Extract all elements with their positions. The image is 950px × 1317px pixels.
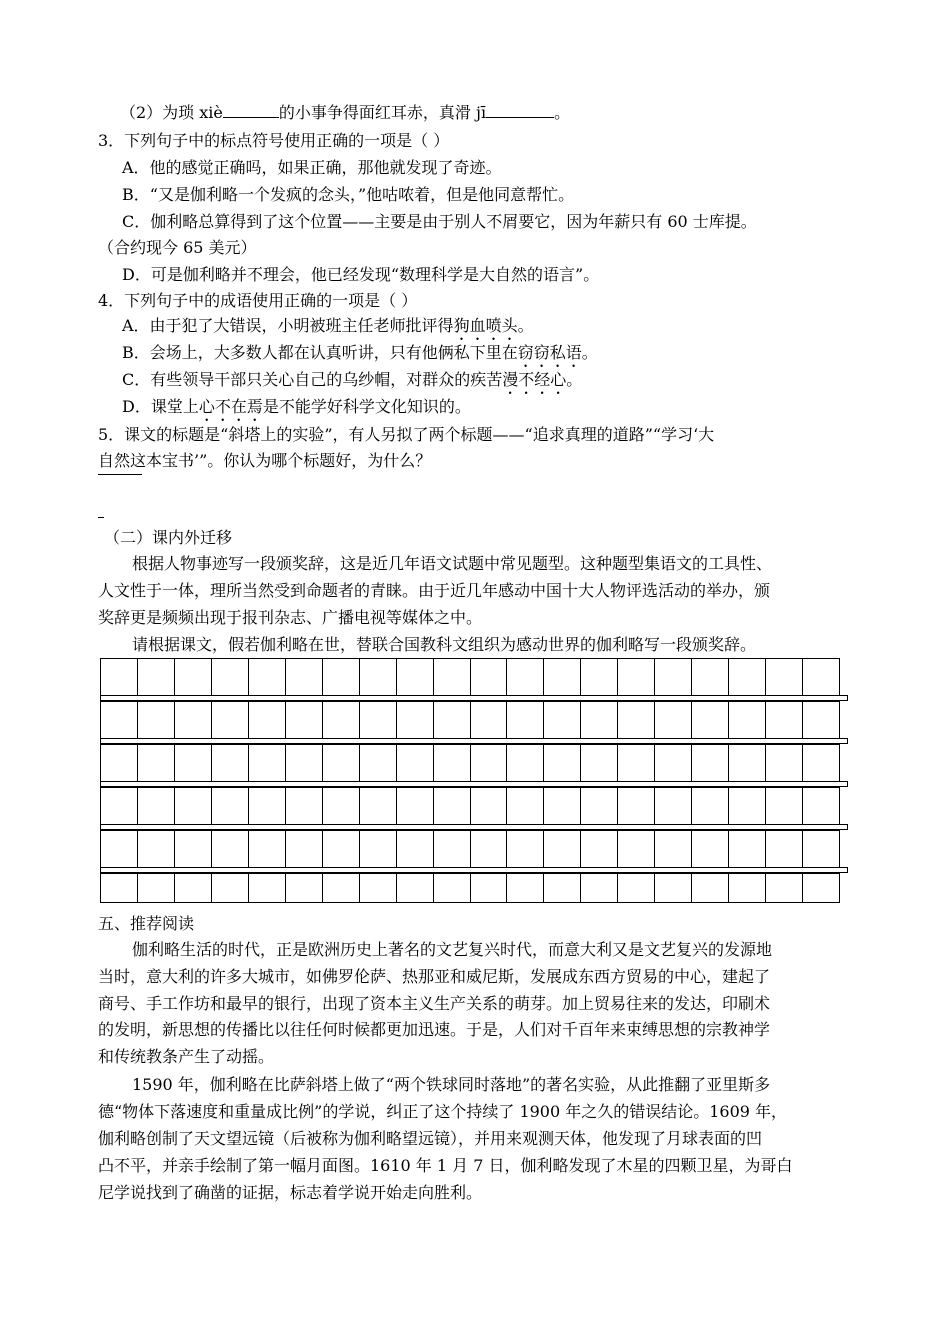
- grid-cell[interactable]: [581, 788, 618, 824]
- grid-cell[interactable]: [471, 874, 508, 902]
- q4-a-end: 。: [517, 316, 534, 335]
- grid-cell[interactable]: [212, 831, 249, 867]
- grid-cell[interactable]: [766, 874, 803, 902]
- grid-cell[interactable]: [101, 745, 138, 781]
- grid-cell[interactable]: [101, 659, 138, 695]
- section-2-instruction: 请根据课文，假若伽利略在世，替联合国教科文组织为感动世界的伽利略写一段颁奖辞。: [132, 635, 757, 654]
- grid-cell[interactable]: [323, 874, 360, 902]
- grid-cell[interactable]: [249, 874, 286, 902]
- grid-cell[interactable]: [655, 659, 692, 695]
- grid-cell[interactable]: [729, 874, 766, 902]
- grid-cell[interactable]: [286, 659, 323, 695]
- grid-cell[interactable]: [101, 702, 138, 738]
- q4-option-c: [122, 369, 582, 398]
- grid-cell[interactable]: [397, 659, 434, 695]
- reading-para2-line5: 尼学说找到了确凿的证据，标志着学说开始走向胜利。: [98, 1183, 483, 1202]
- grid-cell[interactable]: [360, 831, 397, 867]
- grid-cell[interactable]: [249, 702, 286, 738]
- grid-cell[interactable]: [729, 831, 766, 867]
- grid-cell[interactable]: [471, 659, 508, 695]
- grid-cell[interactable]: [323, 788, 360, 824]
- q4-c-idiom: 漫不经心: [502, 370, 567, 389]
- grid-cell[interactable]: [544, 745, 581, 781]
- q3-stem: 3．下列句子中的标点符号使用正确的一项是（ ）: [98, 131, 450, 150]
- q4-a-text: A．由于犯了大错误，小明被班主任老师批评得: [122, 316, 454, 335]
- q2-suffix: 。: [554, 103, 571, 122]
- grid-cell[interactable]: [655, 745, 692, 781]
- grid-cell[interactable]: [471, 745, 508, 781]
- q3-option-c: C．伽利略总算得到了这个位置——主要是由于别人不屑要它，因为年薪只有 60 士库提。: [122, 212, 757, 231]
- grid-cell[interactable]: [212, 702, 249, 738]
- q4-option-d: [122, 396, 471, 425]
- grid-cell[interactable]: [803, 745, 840, 781]
- grid-cell[interactable]: [507, 659, 544, 695]
- q4-d-idiom: 心不在焉: [198, 397, 263, 416]
- grid-cell[interactable]: [766, 788, 803, 824]
- grid-cell[interactable]: [138, 702, 175, 738]
- grid-cell[interactable]: [175, 745, 212, 781]
- grid-cell[interactable]: [544, 874, 581, 902]
- grid-cell[interactable]: [618, 874, 655, 902]
- grid-cell[interactable]: [249, 745, 286, 781]
- q2-prefix: （2）为琐 xiè: [120, 103, 223, 122]
- reading-para1-line3: 商号、手工作坊和最早的银行，出现了资本主义生产关系的萌芽。加上贸易往来的发达，印刷术: [98, 994, 771, 1013]
- q4-c-text: C．有些领导干部只关心自己的乌纱帽，对群众的疾苦: [122, 370, 503, 389]
- grid-cell[interactable]: [286, 788, 323, 824]
- grid-cell[interactable]: [212, 874, 249, 902]
- grid-cell[interactable]: [655, 831, 692, 867]
- grid-cell[interactable]: [507, 745, 544, 781]
- grid-cell[interactable]: [471, 702, 508, 738]
- grid-row[interactable]: [100, 658, 840, 696]
- grid-cell[interactable]: [729, 745, 766, 781]
- grid-cell[interactable]: [729, 788, 766, 824]
- reading-para1-line2: 当时，意大利的许多大城市，如佛罗伦萨、热那亚和威尼斯，发展成东西方贸易的中心，建起了: [98, 967, 771, 986]
- grid-cell[interactable]: [507, 874, 544, 902]
- grid-row[interactable]: [100, 830, 840, 868]
- grid-cell[interactable]: [803, 702, 840, 738]
- grid-cell[interactable]: [729, 659, 766, 695]
- q4-option-b: [122, 342, 598, 371]
- grid-row[interactable]: [100, 744, 840, 782]
- q3-option-d: D．可是伽利略并不理会，他已经发现“数理科学是大自然的语言”。: [122, 265, 600, 284]
- grid-cell[interactable]: [692, 831, 729, 867]
- reading-para1-line4: 的发明，新思想的传播比以往任何时候都更加迅速。于是，人们对千百年来束缚思想的宗教神学: [98, 1020, 771, 1039]
- grid-cell[interactable]: [581, 702, 618, 738]
- grid-cell[interactable]: [175, 788, 212, 824]
- grid-cell[interactable]: [803, 659, 840, 695]
- q2-middle: 的小事争得面红耳赤，真滑 jī: [278, 103, 487, 122]
- grid-cell[interactable]: [655, 874, 692, 902]
- grid-cell[interactable]: [544, 702, 581, 738]
- grid-cell[interactable]: [544, 788, 581, 824]
- grid-cell[interactable]: [507, 788, 544, 824]
- grid-cell[interactable]: [692, 659, 729, 695]
- section-5-title: 五、推荐阅读: [98, 914, 195, 933]
- reading-para2-line4: 凸不平，并亲手绘制了第一幅月面图。1610 年 1 月 7 日，伽利略发现了木星的四颗卫星，为哥白: [98, 1156, 793, 1175]
- q2-part2-line: [120, 102, 570, 124]
- grid-cell[interactable]: [138, 659, 175, 695]
- grid-cell[interactable]: [581, 745, 618, 781]
- grid-cell[interactable]: [175, 831, 212, 867]
- q4-b-end: 。: [581, 343, 598, 362]
- grid-cell[interactable]: [581, 831, 618, 867]
- grid-cell[interactable]: [692, 874, 729, 902]
- grid-cell[interactable]: [471, 788, 508, 824]
- grid-cell[interactable]: [618, 745, 655, 781]
- section-2-title: （二）课内外迁移: [104, 528, 233, 547]
- q4-b-idiom: 窃窃私语: [517, 343, 582, 362]
- q3-option-b: B．“又是伽利略一个发疯的念头，”他咕哝着，但是他同意帮忙。: [122, 185, 575, 204]
- q5-line-1: 5．课文的标题是“斜塔上的实验”，有人另拟了两个标题——“追求真理的道路”“学习‘大: [98, 425, 715, 444]
- reading-para1-line1: 伽利略生活的时代，正是欧洲历史上著名的文艺复兴时代，而意大利又是文艺复兴的发源地: [132, 940, 773, 959]
- grid-cell[interactable]: [397, 702, 434, 738]
- grid-cell[interactable]: [471, 831, 508, 867]
- grid-cell[interactable]: [212, 745, 249, 781]
- q4-a-idiom: 狗血喷头: [453, 316, 518, 335]
- q4-d-end: 是不能学好科学文化知识的。: [262, 397, 471, 416]
- grid-cell[interactable]: [581, 874, 618, 902]
- grid-cell[interactable]: [434, 659, 471, 695]
- grid-cell[interactable]: [212, 788, 249, 824]
- grid-cell[interactable]: [655, 702, 692, 738]
- grid-cell[interactable]: [507, 702, 544, 738]
- grid-cell[interactable]: [655, 788, 692, 824]
- grid-cell[interactable]: [581, 659, 618, 695]
- grid-cell[interactable]: [434, 831, 471, 867]
- grid-cell[interactable]: [249, 831, 286, 867]
- grid-cell[interactable]: [692, 745, 729, 781]
- q4-stem: 4．下列句子中的成语使用正确的一项是（ ）: [98, 291, 418, 310]
- q2-blank-1[interactable]: [223, 102, 279, 118]
- grid-cell[interactable]: [323, 702, 360, 738]
- grid-cell[interactable]: [323, 745, 360, 781]
- grid-cell[interactable]: [507, 831, 544, 867]
- q3-option-a: A．他的感觉正确吗，如果正确，那他就发现了奇迹。: [122, 158, 502, 177]
- grid-cell[interactable]: [434, 702, 471, 738]
- answer-line-short[interactable]: [98, 474, 142, 475]
- grid-cell[interactable]: [175, 659, 212, 695]
- answer-line-mark: [98, 517, 104, 518]
- grid-cell[interactable]: [618, 702, 655, 738]
- grid-cell[interactable]: [729, 702, 766, 738]
- grid-cell[interactable]: [249, 659, 286, 695]
- grid-row[interactable]: [100, 873, 840, 903]
- grid-cell[interactable]: [544, 659, 581, 695]
- section-2-para-line-2: 人文性于一体，理所当然受到命题者的青睐。由于近几年感动中国十大人物评选活动的举办，颁: [98, 581, 771, 600]
- grid-cell[interactable]: [360, 659, 397, 695]
- writing-grid[interactable]: [100, 658, 848, 902]
- grid-cell[interactable]: [803, 874, 840, 902]
- section-2-para-line-1: 根据人物事迹写一段颁奖辞，这是近几年语文试题中常见题型。这种题型集语文的工具性、: [132, 554, 773, 573]
- grid-cell[interactable]: [175, 702, 212, 738]
- grid-cell[interactable]: [360, 788, 397, 824]
- grid-cell[interactable]: [397, 831, 434, 867]
- grid-cell[interactable]: [138, 788, 175, 824]
- grid-cell[interactable]: [434, 874, 471, 902]
- grid-cell[interactable]: [766, 745, 803, 781]
- grid-cell[interactable]: [766, 659, 803, 695]
- grid-cell[interactable]: [692, 788, 729, 824]
- section-2-para-line-3: 奖辞更是频频出现于报刊杂志、广播电视等媒体之中。: [98, 608, 483, 627]
- q4-d-text: D．课堂上: [122, 397, 199, 416]
- grid-cell[interactable]: [101, 831, 138, 867]
- q3-option-c-cont: （合约现今 65 美元）: [98, 238, 257, 257]
- grid-cell[interactable]: [397, 788, 434, 824]
- grid-cell[interactable]: [434, 745, 471, 781]
- grid-cell[interactable]: [397, 745, 434, 781]
- grid-cell[interactable]: [397, 874, 434, 902]
- grid-cell[interactable]: [323, 659, 360, 695]
- grid-cell[interactable]: [766, 831, 803, 867]
- grid-cell[interactable]: [803, 788, 840, 824]
- grid-cell[interactable]: [101, 874, 138, 902]
- grid-cell[interactable]: [766, 702, 803, 738]
- grid-cell[interactable]: [138, 874, 175, 902]
- grid-cell[interactable]: [692, 702, 729, 738]
- grid-cell[interactable]: [434, 788, 471, 824]
- q4-b-text: B．会场上，大多数人都在认真听讲，只有他俩私下里在: [122, 343, 518, 362]
- grid-cell[interactable]: [249, 788, 286, 824]
- q4-option-a: [122, 315, 534, 344]
- grid-cell[interactable]: [618, 831, 655, 867]
- reading-para2-line3: 伽利略创制了天文望远镜（后被称为伽利略望远镜），并用来观测天体，他发现了月球表面的凹: [98, 1129, 763, 1148]
- grid-cell[interactable]: [175, 874, 212, 902]
- grid-cell[interactable]: [286, 745, 323, 781]
- q4-c-end: 。: [566, 370, 583, 389]
- grid-cell[interactable]: [544, 831, 581, 867]
- grid-cell[interactable]: [323, 831, 360, 867]
- grid-cell[interactable]: [286, 831, 323, 867]
- grid-row[interactable]: [100, 701, 840, 739]
- q2-blank-2[interactable]: [486, 102, 554, 118]
- grid-cell[interactable]: [618, 659, 655, 695]
- q5-line-2: 自然这本宝书’”。你认为哪个标题好，为什么？: [98, 451, 432, 470]
- reading-para1-line5: 和传统教条产生了动摇。: [98, 1047, 275, 1066]
- grid-cell[interactable]: [286, 874, 323, 902]
- reading-para2-line2: 德“物体下落速度和重量成比例”的学说，纠正了这个持续了 1900 年之久的错误结论。1609 年，: [98, 1102, 788, 1121]
- grid-cell[interactable]: [101, 788, 138, 824]
- grid-cell[interactable]: [360, 702, 397, 738]
- grid-cell[interactable]: [286, 702, 323, 738]
- grid-cell[interactable]: [360, 874, 397, 902]
- reading-para2-line1: 1590 年，伽利略在比萨斜塔上做了“两个铁球同时落地”的著名实验，从此推翻了亚里斯多: [132, 1075, 771, 1094]
- grid-cell[interactable]: [618, 788, 655, 824]
- grid-row[interactable]: [100, 787, 840, 825]
- grid-cell[interactable]: [138, 831, 175, 867]
- grid-cell[interactable]: [360, 745, 397, 781]
- grid-cell[interactable]: [138, 745, 175, 781]
- grid-cell[interactable]: [803, 831, 840, 867]
- grid-cell[interactable]: [212, 659, 249, 695]
